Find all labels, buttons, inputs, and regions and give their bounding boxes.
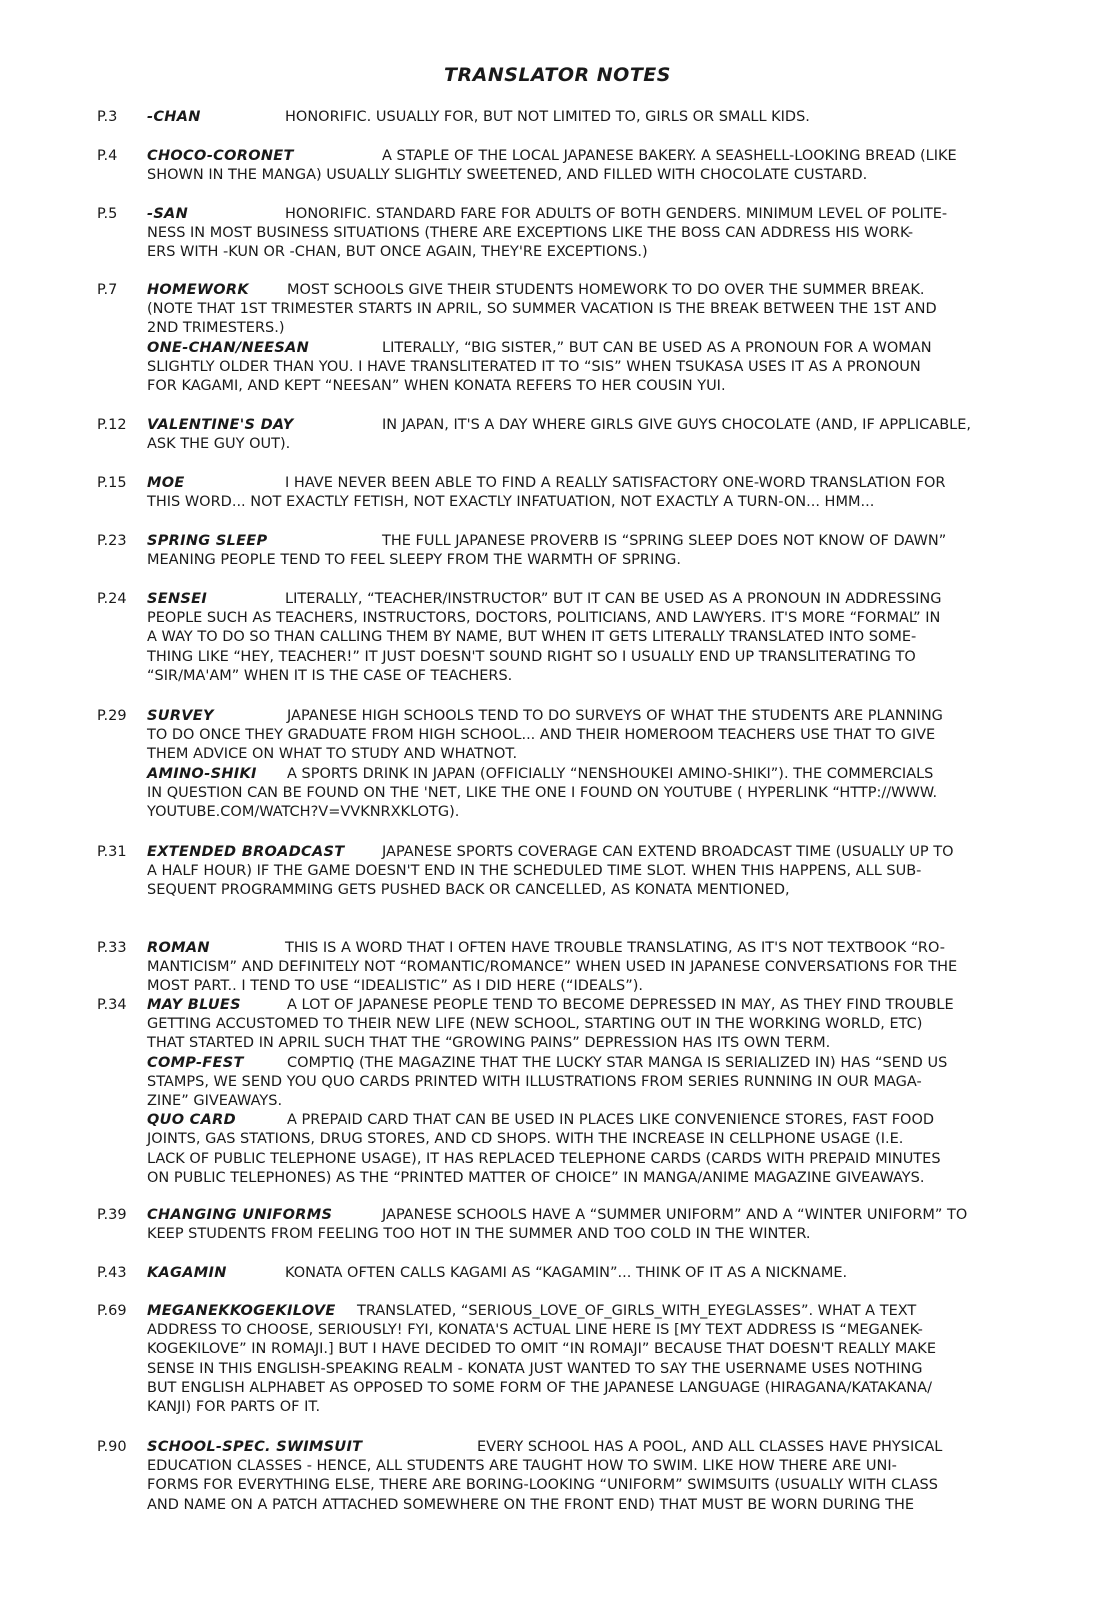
page-number: P.31	[97, 844, 127, 860]
note-definition: ZINE” GIVEAWAYS.	[147, 1093, 283, 1109]
page-number: P.29	[97, 708, 127, 724]
note-definition: GETTING ACCUSTOMED TO THEIR NEW LIFE (NEW SCHOOL, STARTING OUT IN THE WORKING WORLD, ETC)	[147, 1016, 923, 1033]
note-definition: EVERY SCHOOL HAS A POOL, AND ALL CLASSES HAVE PHYSICAL	[477, 1439, 943, 1455]
note-definition: MOST PART.. I TEND TO USE “IDEALISTIC” AS I DID HERE (“IDEALS”).	[147, 978, 644, 995]
note-definition: A STAPLE OF THE LOCAL JAPANESE BAKERY. A SEASHELL-LOOKING BREAD (LIKE	[382, 148, 957, 164]
note-line	[147, 357, 921, 377]
note-line	[147, 1475, 938, 1495]
note-line	[147, 802, 459, 822]
note-definition: THING LIKE “HEY, TEACHER!” IT JUST DOESN'T SOUND RIGHT SO I USUALLY END UP TRANSLITERATING TO	[147, 648, 916, 665]
note-definition: “SIR/MA'AM” WHEN IT IS THE CASE OF TEACHERS.	[147, 667, 513, 684]
note-line	[147, 318, 285, 338]
note-line	[147, 1149, 941, 1169]
note-definition: ON PUBLIC TELEPHONES) AS THE “PRINTED MATTER OF CHOICE” IN MANGA/ANIME MAGAZINE GIVEAWAYS.	[147, 1169, 925, 1186]
note-term: CHOCO-CORONET	[147, 148, 294, 164]
note-term: KAGAMIN	[147, 1265, 227, 1281]
page-number: P.3	[97, 109, 118, 125]
page-number: P.33	[97, 940, 127, 956]
note-definition: THIS WORD... NOT EXACTLY FETISH, NOT EXACTLY INFATUATION, NOT EXACTLY A TURN-ON... HMM...	[147, 494, 875, 511]
note-definition: LITERALLY, “BIG SISTER,” BUT CAN BE USED AS A PRONOUN FOR A WOMAN	[382, 339, 932, 356]
note-definition: KANJI) FOR PARTS OF IT.	[147, 1399, 321, 1415]
note-term: -SAN	[147, 206, 189, 222]
page-number: P.4	[97, 148, 118, 164]
note-definition: MANTICISM” AND DEFINITELY NOT “ROMANTIC/ROMANCE” WHEN USED IN JAPANESE CONVERSATIONS FOR THE	[147, 959, 958, 976]
note-definition: I HAVE NEVER BEEN ABLE TO FIND A REALLY SATISFACTORY ONE-WORD TRANSLATION FOR	[285, 475, 946, 491]
note-line	[147, 976, 643, 996]
page-number: P.7	[97, 282, 118, 298]
note-definition: AND NAME ON A PATCH ATTACHED SOMEWHERE ON THE FRONT END) THAT MUST BE WORN DURING THE	[147, 1496, 915, 1513]
note-line	[147, 861, 921, 881]
note-definition: 2ND TRIMESTERS.)	[147, 320, 285, 337]
note-line	[147, 1072, 922, 1092]
note-line	[147, 1378, 932, 1398]
note-definition: EDUCATION CLASSES - HENCE, ALL STUDENTS ARE TAUGHT HOW TO SWIM. LIKE HOW THERE ARE UNI-	[147, 1458, 897, 1475]
note-line	[147, 744, 517, 764]
note-definition: A WAY TO DO SO THAN CALLING THEM BY NAME, BUT WHEN IT GETS LITERALLY TRANSLATED INTO SOME-	[147, 629, 917, 646]
note-line	[147, 1129, 903, 1149]
page-number: P.12	[97, 417, 127, 433]
note-term: SCHOOL-SPEC. SWIMSUIT	[147, 1439, 363, 1455]
note-definition: IN QUESTION CAN BE FOUND ON THE 'NET, LIKE THE ONE I FOUND ON YOUTUBE ( HYPERLINK “HTTP://WWW.	[147, 784, 938, 801]
note-definition: PEOPLE SUCH AS TEACHERS, INSTRUCTORS, DOCTORS, POLITICIANS, AND LAWYERS. IT'S MORE “FORMAL” IN	[147, 610, 941, 627]
note-line	[147, 1397, 320, 1417]
note-definition: FORMS FOR EVERYTHING ELSE, THERE ARE BORING-LOOKING “UNIFORM” SWIMSUITS (USUALLY WITH CLASS	[147, 1477, 938, 1494]
note-definition: HONORIFIC. USUALLY FOR, BUT NOT LIMITED TO, GIRLS OR SMALL KIDS.	[285, 109, 810, 125]
page-number: P.43	[97, 1265, 127, 1281]
note-term: ONE-CHAN/NEESAN	[147, 339, 310, 356]
note-definition: THAT STARTED IN APRIL SUCH THAT THE “GROWING PAINS” DEPRESSION HAS ITS OWN TERM.	[147, 1035, 831, 1052]
note-definition: (NOTE THAT 1ST TRIMESTER STARTS IN APRIL, SO SUMMER VACATION IS THE BREAK BETWEEN THE 1ST AND	[147, 301, 937, 318]
note-definition: YOUTUBE.COM/WATCH?V=VVKNRXKLOTG).	[147, 804, 460, 820]
page-number: P.24	[97, 591, 127, 607]
note-line	[147, 376, 726, 396]
note-definition: ERS WITH -KUN OR -CHAN, BUT ONCE AGAIN, THEY'RE EXCEPTIONS.)	[147, 244, 648, 261]
note-term: -CHAN	[147, 109, 201, 125]
note-line	[147, 608, 940, 628]
note-definition: TO DO ONCE THEY GRADUATE FROM HIGH SCHOOL... AND THEIR HOMEROOM TEACHERS USE THAT TO GIVE	[147, 727, 936, 744]
note-definition: SENSE IN THIS ENGLISH-SPEAKING REALM - KONATA JUST WANTED TO SAY THE USERNAME USES NOTHING	[147, 1360, 923, 1377]
note-line	[147, 1495, 914, 1515]
note-line	[147, 880, 790, 900]
note-term: SPRING SLEEP	[147, 533, 268, 549]
note-term: MAY BLUES	[147, 997, 241, 1013]
note-line	[147, 299, 937, 319]
note-line	[147, 1456, 897, 1476]
note-line	[147, 1359, 923, 1379]
note-definition: SEQUENT PROGRAMMING GETS PUSHED BACK OR CANCELLED, AS KONATA MENTIONED,	[147, 882, 790, 899]
note-term: MEGANEKKOGEKILOVE	[147, 1303, 336, 1319]
note-line	[147, 725, 935, 745]
note-definition: THIS IS A WORD THAT I OFTEN HAVE TROUBLE TRANSLATING, AS IT'S NOT TEXTBOOK “RO-	[285, 940, 946, 956]
note-line	[147, 492, 874, 512]
page-number: P.23	[97, 533, 127, 549]
note-definition: MEANING PEOPLE TEND TO FEEL SLEEPY FROM THE WARMTH OF SPRING.	[147, 552, 681, 569]
note-definition: BUT ENGLISH ALPHABET AS OPPOSED TO SOME FORM OF THE JAPANESE LANGUAGE (HIRAGANA/KATAKANA/	[147, 1379, 932, 1396]
note-definition: JOINTS, GAS STATIONS, DRUG STORES, AND CD SHOPS. WITH THE INCREASE IN CELLPHONE USAGE (I.E.	[147, 1131, 904, 1148]
note-definition: HONORIFIC. STANDARD FARE FOR ADULTS OF BOTH GENDERS. MINIMUM LEVEL OF POLITE-	[285, 206, 948, 222]
note-line	[147, 223, 913, 243]
note-definition: COMPTIQ (THE MAGAZINE THAT THE LUCKY STAR MANGA IS SERIALIZED IN) HAS “SEND US	[287, 1054, 948, 1071]
note-definition: A PREPAID CARD THAT CAN BE USED IN PLACES LIKE CONVENIENCE STORES, FAST FOOD	[287, 1112, 935, 1129]
note-definition: TRANSLATED, “SERIOUS_LOVE_OF_GIRLS_WITH_EYEGLASSES”. WHAT A TEXT	[357, 1303, 917, 1319]
note-definition: SHOWN IN THE MANGA) USUALLY SLIGHTLY SWEETENED, AND FILLED WITH CHOCOLATE CUSTARD.	[147, 167, 868, 184]
note-term: SURVEY	[147, 708, 214, 724]
note-definition: NESS IN MOST BUSINESS SITUATIONS (THERE ARE EXCEPTIONS LIKE THE BOSS CAN ADDRESS HIS WORK-	[147, 225, 914, 242]
page-number: P.5	[97, 206, 118, 222]
note-line	[147, 666, 512, 686]
note-term: CHANGING UNIFORMS	[147, 1207, 333, 1223]
note-term: ROMAN	[147, 940, 210, 956]
note-line	[147, 242, 648, 262]
note-line	[147, 434, 290, 454]
note-term: EXTENDED BROADCAST	[147, 844, 345, 860]
note-definition: ADDRESS TO CHOOSE, SERIOUSLY! FYI, KONATA'S ACTUAL LINE HERE IS [MY TEXT ADDRESS IS “MEGANEK-	[147, 1322, 923, 1339]
note-line	[147, 627, 916, 647]
note-definition: JAPANESE SCHOOLS HAVE A “SUMMER UNIFORM” AND A “WINTER UNIFORM” TO	[382, 1207, 968, 1223]
note-definition: ASK THE GUY OUT).	[147, 436, 291, 453]
note-definition: JAPANESE SPORTS COVERAGE CAN EXTEND BROADCAST TIME (USUALLY UP TO	[382, 844, 954, 860]
note-definition: KEEP STUDENTS FROM FEELING TOO HOT IN THE SUMMER AND TOO COLD IN THE WINTER.	[147, 1226, 811, 1243]
note-line	[147, 1033, 830, 1053]
note-term: MOE	[147, 475, 185, 491]
note-line	[147, 1168, 924, 1188]
note-term: SENSEI	[147, 591, 208, 607]
note-definition: STAMPS, WE SEND YOU QUO CARDS PRINTED WITH ILLUSTRATIONS FROM SERIES RUNNING IN OUR MAGA-	[147, 1073, 922, 1090]
note-line	[147, 1320, 923, 1340]
note-definition: A LOT OF JAPANESE PEOPLE TEND TO BECOME DEPRESSED IN MAY, AS THEY FIND TROUBLE	[287, 997, 954, 1013]
note-definition: FOR KAGAMI, AND KEPT “NEESAN” WHEN KONATA REFERS TO HER COUSIN YUI.	[147, 378, 726, 394]
note-definition: LITERALLY, “TEACHER/INSTRUCTOR” BUT IT CAN BE USED AS A PRONOUN IN ADDRESSING	[285, 591, 942, 607]
page-number: P.69	[97, 1303, 127, 1319]
note-term: COMP-FEST	[147, 1054, 244, 1071]
note-line	[147, 1014, 922, 1034]
page-number: P.15	[97, 475, 127, 491]
page-number: P.39	[97, 1207, 127, 1223]
page-number: P.90	[97, 1439, 127, 1455]
note-definition: A HALF HOUR) IF THE GAME DOESN'T END IN THE SCHEDULED TIME SLOT. WHEN THIS HAPPENS, ALL SUB-	[147, 863, 922, 880]
note-definition: THEM ADVICE ON WHAT TO STUDY AND WHATNOT.	[147, 746, 518, 763]
note-definition: KOGEKILOVE” IN ROMAJI.] BUT I HAVE DECIDED TO OMIT “IN ROMAJI” BECAUSE THAT DOESN'T REALLY MAKE	[147, 1341, 936, 1358]
note-definition: IN JAPAN, IT'S A DAY WHERE GIRLS GIVE GUYS CHOCOLATE (AND, IF APPLICABLE,	[382, 417, 971, 433]
note-line	[147, 957, 957, 977]
note-term: HOMEWORK	[147, 282, 249, 298]
note-definition: KONATA OFTEN CALLS KAGAMI AS “KAGAMIN”... THINK OF IT AS A NICKNAME.	[285, 1265, 848, 1281]
note-definition: LACK OF PUBLIC TELEPHONE USAGE), IT HAS REPLACED TELEPHONE CARDS (CARDS WITH PREPAID MINUTES	[147, 1150, 941, 1167]
note-definition: THE FULL JAPANESE PROVERB IS “SPRING SLEEP DOES NOT KNOW OF DAWN”	[382, 533, 947, 549]
note-definition: SLIGHTLY OLDER THAN YOU. I HAVE TRANSLITERATED IT TO “SIS” WHEN TSUKASA USES IT AS A PRONOUN	[147, 358, 921, 375]
note-line	[147, 1339, 936, 1359]
note-line	[147, 1224, 811, 1244]
note-line	[147, 1091, 282, 1111]
note-definition: MOST SCHOOLS GIVE THEIR STUDENTS HOMEWORK TO DO OVER THE SUMMER BREAK.	[287, 282, 925, 298]
note-term: VALENTINE'S DAY	[147, 417, 294, 433]
note-line	[147, 783, 937, 803]
note-line	[147, 647, 916, 667]
note-definition: A SPORTS DRINK IN JAPAN (OFFICIALLY “NENSHOUKEI AMINO-SHIKI”). THE COMMERCIALS	[287, 765, 934, 782]
note-definition: JAPANESE HIGH SCHOOLS TEND TO DO SURVEYS OF WHAT THE STUDENTS ARE PLANNING	[287, 708, 943, 724]
page-number: P.34	[97, 997, 127, 1013]
note-line	[147, 165, 867, 185]
note-term: QUO CARD	[147, 1112, 236, 1129]
note-term: AMINO-SHIKI	[147, 765, 257, 782]
note-line	[147, 550, 681, 570]
page-title: TRANSLATOR NOTES	[444, 64, 671, 86]
